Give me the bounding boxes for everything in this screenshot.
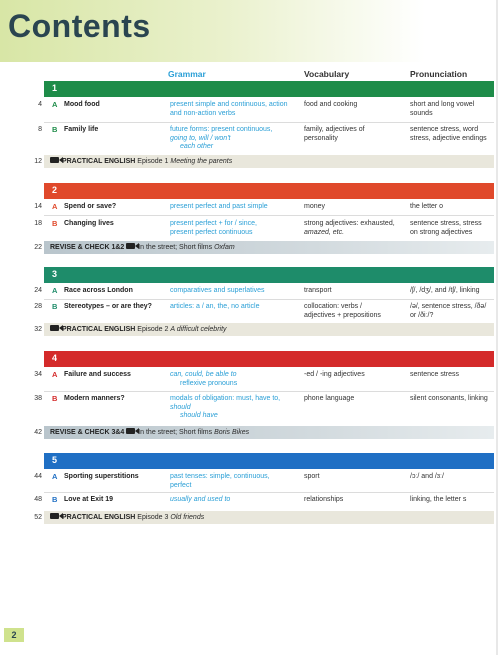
video-camera-icon [126,428,135,434]
pronunciation: sentence stress, stress on strong adjectives [410,220,482,236]
vocabulary: collocation: verbs / adjectives + prepositions [304,303,381,319]
page-number: 44 [34,473,42,480]
lesson-title: Mood food [64,101,100,108]
page-number: 34 [34,371,42,378]
vocabulary: relationships [304,496,344,503]
page-number: 42 [34,429,42,436]
page-number: 14 [34,203,42,210]
lesson-letter: B [52,302,58,311]
page-number: 22 [34,244,42,251]
page-number-badge: 2 [4,628,24,642]
lesson-letter: A [52,370,58,379]
unit-3-bar [44,267,494,283]
header-pronunciation: Pronunciation [410,69,468,79]
grammar: modals of obligation: must, have to, should should have [170,395,281,419]
pronunciation: sentence stress, word stress, adjective endings [410,126,487,142]
separator [44,492,494,493]
unit-2-number: 2 [52,185,58,195]
page-number: 18 [34,220,42,227]
lesson-letter: A [52,286,58,295]
page-number: 4 [38,101,42,108]
unit-5-number: 5 [52,455,58,465]
page-number: 48 [34,496,42,503]
separator [44,391,494,392]
lesson-title: Failure and success [64,371,131,378]
lesson-letter: B [52,394,58,403]
page-number: 52 [34,514,42,521]
practical-english-2[interactable]: PRACTICAL ENGLISH Episode 2 A difficult celebrity [44,323,494,336]
pronunciation: silent consonants, linking [410,395,488,402]
separator [44,299,494,300]
lesson-letter: B [52,125,58,134]
lesson-title: Love at Exit 19 [64,496,114,503]
lesson-title: Modern manners? [64,395,125,402]
right-rule [496,0,498,655]
pronunciation: /ʃ/, /dʒ/, and /tʃ/, linking [410,287,480,294]
grammar: articles: a / an, the, no article [170,303,260,310]
pronunciation: /ɔː/ and /ɜː/ [410,473,444,480]
vocabulary: transport [304,287,332,294]
pronunciation: linking, the letter s [410,496,467,503]
grammar: usually and used to [170,496,231,503]
lesson-title: Sporting superstitions [64,473,139,480]
vocabulary: family, adjectives of personality [304,126,365,142]
unit-4-number: 4 [52,353,58,363]
page-number: 12 [34,158,42,165]
video-camera-icon [50,325,59,331]
lesson-letter: B [52,495,58,504]
vocabulary: food and cooking [304,101,358,108]
unit-2-bar [44,183,494,199]
lesson-title: Changing lives [64,220,114,227]
unit-3-number: 3 [52,269,58,279]
pronunciation: short and long vowel sounds [410,101,475,117]
lesson-letter: A [52,202,58,211]
separator [44,122,494,123]
revise-check-3-4[interactable]: REVISE & CHECK 3&4 In the street; Short films Boris Bikes [44,426,494,439]
unit-5-bar [44,453,494,469]
lesson-title: Family life [64,126,99,133]
page-number: 28 [34,303,42,310]
grammar: present simple and continuous, action and non-action verbs [170,101,288,117]
page-number: 38 [34,395,42,402]
pronunciation: /ə/, sentence stress, /ðə/ or /ðiː/? [410,303,487,319]
header-grammar: Grammar [168,69,206,79]
practical-english-3[interactable]: PRACTICAL ENGLISH Episode 3 Old friends [44,511,494,524]
grammar: comparatives and superlatives [170,287,265,294]
vocabulary: strong adjectives: exhausted, amazed, etc. [304,220,395,236]
pronunciation: sentence stress [410,371,460,378]
practical-english-1[interactable]: PRACTICAL ENGLISH Episode 1 Meeting the parents [44,155,494,168]
grammar: future forms: present continuous, going to, will / won't each other [170,126,273,150]
separator [44,215,494,216]
vocabulary: sport [304,473,320,480]
lesson-title: Race across London [64,287,133,294]
grammar: past tenses: simple, continuous, perfect [170,473,270,489]
video-camera-icon [50,157,59,163]
page-number: 32 [34,326,42,333]
vocabulary: money [304,203,326,210]
lesson-letter: B [52,219,58,228]
video-camera-icon [126,243,135,249]
unit-1-bar [44,81,494,97]
grammar: can, could, be able to reflexive pronouns [170,371,238,387]
grammar: present perfect and past simple [170,203,268,210]
lesson-letter: A [52,472,58,481]
unit-1-number: 1 [52,83,58,93]
video-camera-icon [50,513,59,519]
vocabulary: phone language [304,395,355,402]
pronunciation: the letter o [410,203,444,210]
unit-4-bar [44,351,494,367]
lesson-title: Stereotypes – or are they? [64,303,152,310]
lesson-title: Spend or save? [64,203,117,210]
grammar: present perfect + for / since, present perfect continuous [170,220,257,236]
header-vocabulary: Vocabulary [304,69,350,79]
page-number: 8 [38,126,42,133]
revise-check-1-2[interactable]: REVISE & CHECK 1&2 In the street; Short films Oxfam [44,241,494,254]
page-title: Contents [8,8,151,44]
vocabulary: -ed / -ing adjectives [304,371,365,378]
page-number: 24 [34,287,42,294]
lesson-letter: A [52,100,58,109]
